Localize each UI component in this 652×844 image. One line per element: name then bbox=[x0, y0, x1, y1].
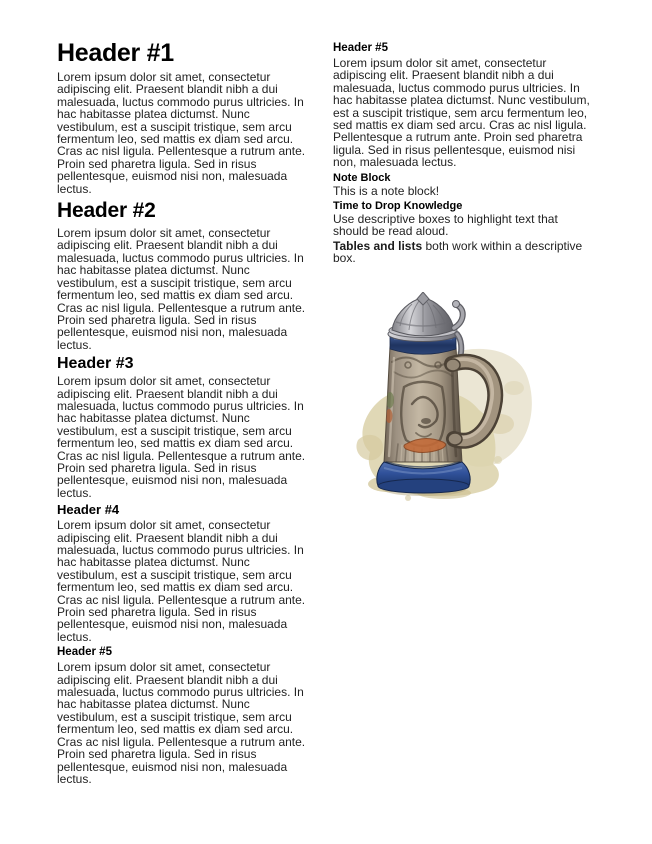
stein-base bbox=[377, 462, 470, 493]
left-column bbox=[57, 40, 311, 787]
lorem-paragraph: Lorem ipsum dolor sit amet, consectetur adipiscing elit. Praesent blandit nibh a dui malesuada, luctus commodo purus ultricies. In hac habitasse platea dictumst. Nunc vestibulum, est a suscipit tristique, sem arcu fermentum leo, sed mattis ex diam sed arcu. Cras ac nisl ligula. Pellentesque a rutrum ante. Proin sed pharetra ligula. Sed in risus pellentesque, euismod nisi non, malesuada lectus. bbox=[57, 660, 306, 786]
section-header-5-right bbox=[333, 42, 590, 169]
section-header-1 bbox=[57, 40, 311, 195]
lorem-paragraph: Lorem ipsum dolor sit amet, consectetur adipiscing elit. Praesent blandit nibh a dui malesuada, luctus commodo purus ultricies. In hac habitasse platea dictumst. Nunc vestibulum, est a suscipit tristique, sem arcu fermentum leo, sed mattis ex diam sed arcu. Cras ac nisl ligula. Pellentesque a rutrum ante. Proin sed pharetra ligula. Sed in risus pellentesque, euismod nisi non, malesuada lectus. bbox=[333, 56, 590, 170]
heading-level-4: Header #4 bbox=[57, 502, 120, 518]
section-header-4 bbox=[57, 503, 311, 643]
heading-level-3: Header #3 bbox=[57, 355, 134, 373]
lorem-paragraph: Lorem ipsum dolor sit amet, consectetur adipiscing elit. Praesent blandit nibh a dui malesuada, luctus commodo purus ultricies. In hac habitasse platea dictumst. Nunc vestibulum, est a suscipit tristique, sem arcu fermentum leo, sed mattis ex diam sed arcu. Cras ac nisl ligula. Pellentesque a rutrum ante. Proin sed pharetra ligula. Sed in risus pellentesque, euismod nisi non, malesuada lectus. bbox=[57, 374, 306, 500]
lorem-paragraph: Lorem ipsum dolor sit amet, consectetur adipiscing elit. Praesent blandit nibh a dui malesuada, luctus commodo purus ultricies. In hac habitasse platea dictumst. Nunc vestibulum, est a suscipit tristique, sem arcu fermentum leo, sed mattis ex diam sed arcu. Cras ac nisl ligula. Pellentesque a rutrum ante. Proin sed pharetra ligula. Sed in risus pellentesque, euismod nisi non, malesuada lectus. bbox=[57, 226, 306, 352]
tables-and-lists-rest: both work within a descriptive box. bbox=[333, 238, 583, 266]
lorem-paragraph: Lorem ipsum dolor sit amet, consectetur adipiscing elit. Praesent blandit nibh a dui malesuada, luctus commodo purus ultricies. In hac habitasse platea dictumst. Nunc vestibulum, est a suscipit tristique, sem arcu fermentum leo, sed mattis ex diam sed arcu. Cras ac nisl ligula. Pellentesque a rutrum ante. Proin sed pharetra ligula. Sed in risus pellentesque, euismod nisi non, malesuada lectus. bbox=[57, 518, 306, 644]
heading-level-5: Header #5 bbox=[333, 42, 388, 54]
note-block-text: This is a note block! bbox=[333, 183, 440, 198]
stein-illustration bbox=[347, 292, 547, 504]
knowledge-label: Time to Drop Knowledge bbox=[333, 200, 463, 213]
heading-level-5: Header #5 bbox=[57, 646, 112, 659]
right-column bbox=[333, 40, 590, 504]
lorem-paragraph: Lorem ipsum dolor sit amet, consectetur adipiscing elit. Praesent blandit nibh a dui malesuada, luctus commodo purus ultricies. In hac habitasse platea dictumst. Nunc vestibulum, est a suscipit tristique, sem arcu fermentum leo, sed mattis ex diam sed arcu. Cras ac nisl ligula. Pellentesque a rutrum ante. Proin sed pharetra ligula. Sed in risus pellentesque, euismod nisi non, malesuada lectus. bbox=[57, 70, 306, 196]
heading-level-1: Header #1 bbox=[57, 39, 174, 67]
knowledge-text: Use descriptive boxes to highlight text that should be read aloud. bbox=[333, 212, 558, 239]
tables-and-lists-paragraph bbox=[333, 240, 590, 265]
section-header-3 bbox=[57, 355, 311, 499]
note-block-label: Note Block bbox=[333, 171, 391, 184]
tables-and-lists-lead: Tables and lists bbox=[333, 238, 423, 253]
beer-stein-graphic bbox=[347, 292, 547, 504]
heading-level-2: Header #2 bbox=[57, 199, 156, 223]
section-header-2 bbox=[57, 200, 311, 351]
section-header-5 bbox=[57, 646, 311, 785]
